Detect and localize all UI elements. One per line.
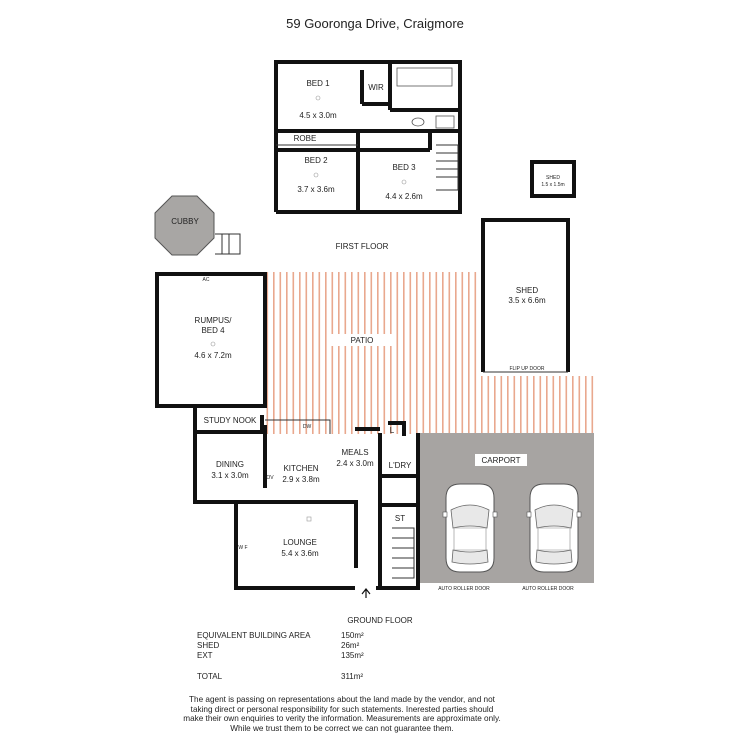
bed3-size: 4.4 x 2.6m — [385, 192, 423, 201]
small-shed — [532, 162, 574, 196]
car-icon — [443, 484, 497, 572]
roller-door-label-1: AUTO ROLLER DOOR — [438, 586, 490, 592]
dining-label: DINING — [216, 460, 244, 469]
ground-floor — [195, 406, 418, 598]
lounge-label: LOUNGE — [283, 538, 317, 547]
car-icon — [527, 484, 581, 572]
laundry-label: L'DRY — [388, 461, 412, 470]
patio-area — [266, 272, 478, 376]
kitchen-size: 2.9 x 3.8m — [282, 475, 320, 484]
dining-size: 3.1 x 3.0m — [211, 471, 249, 480]
area-total-row: TOTAL 311m² — [197, 672, 364, 681]
light-icon — [211, 342, 215, 346]
light-icon — [402, 180, 406, 184]
plan-title: 59 Gooronga Drive, Craigmore — [286, 16, 464, 31]
disclaimer: The agent is passing on representations about the land made by the vendor, and not taking direct or personal responsibility for such statements. Inerested parties should make their own enquiries to verity the information. Measurements are approximate only. While we trust them to be correct we can not guarantee them. — [183, 695, 501, 733]
light-icon — [316, 96, 320, 100]
ac-label: AC — [202, 277, 210, 283]
bed2-size: 3.7 x 3.6m — [297, 185, 335, 194]
carport-label: CARPORT — [481, 456, 521, 465]
dishwasher-label: DW — [302, 424, 312, 430]
area-table — [197, 631, 367, 682]
meals-label: MEALS — [341, 448, 369, 457]
small-shed-size: 1.5 x 1.5m — [541, 182, 565, 188]
meals-size: 2.4 x 3.0m — [336, 459, 374, 468]
area-row: SHED 26m² — [197, 641, 360, 650]
bed2-label: BED 2 — [304, 156, 328, 165]
oven-label: OV — [266, 475, 274, 481]
kitchen-label: KITCHEN — [283, 464, 319, 473]
light-icon — [307, 517, 311, 521]
shed — [483, 220, 568, 372]
first-floor — [276, 62, 460, 212]
rumpus-room — [157, 274, 265, 406]
l-label: L — [389, 426, 395, 435]
shed-label: SHED — [515, 286, 539, 295]
rumpus-label: RUMPUS/ — [194, 316, 232, 325]
flip-door-label: FLIP UP DOOR — [509, 366, 545, 372]
ground-floor-label: GROUND FLOOR — [347, 616, 413, 625]
shed-size: 3.5 x 6.6m — [508, 296, 546, 305]
patio-area-lower — [266, 376, 594, 434]
bed1-label: BED 1 — [306, 79, 330, 88]
light-icon — [314, 173, 318, 177]
area-row: EQUIVALENT BUILDING AREA 150m² — [197, 631, 364, 640]
rumpus-size: 4.6 x 7.2m — [194, 351, 232, 360]
area-row: EXT 135m² — [197, 651, 364, 660]
wir-label: WIR — [368, 83, 384, 92]
first-floor-label: FIRST FLOOR — [335, 242, 389, 251]
entry-arrow-icon — [362, 589, 370, 598]
st-label: ST — [394, 514, 406, 523]
small-shed-label: SHED — [546, 175, 560, 181]
cubby — [155, 196, 240, 255]
cubby-label: CUBBY — [171, 217, 199, 226]
roller-door-label-2: AUTO ROLLER DOOR — [522, 586, 574, 592]
study-label: STUDY NOOK — [203, 416, 257, 425]
fireplace-label: W F — [238, 545, 248, 551]
patio-label: PATIO — [350, 336, 374, 345]
robe-label: ROBE — [293, 134, 317, 143]
bed1-size: 4.5 x 3.0m — [299, 111, 337, 120]
rumpus-label-2: BED 4 — [201, 326, 225, 335]
lounge-size: 5.4 x 3.6m — [281, 549, 319, 558]
bed3-label: BED 3 — [392, 163, 416, 172]
